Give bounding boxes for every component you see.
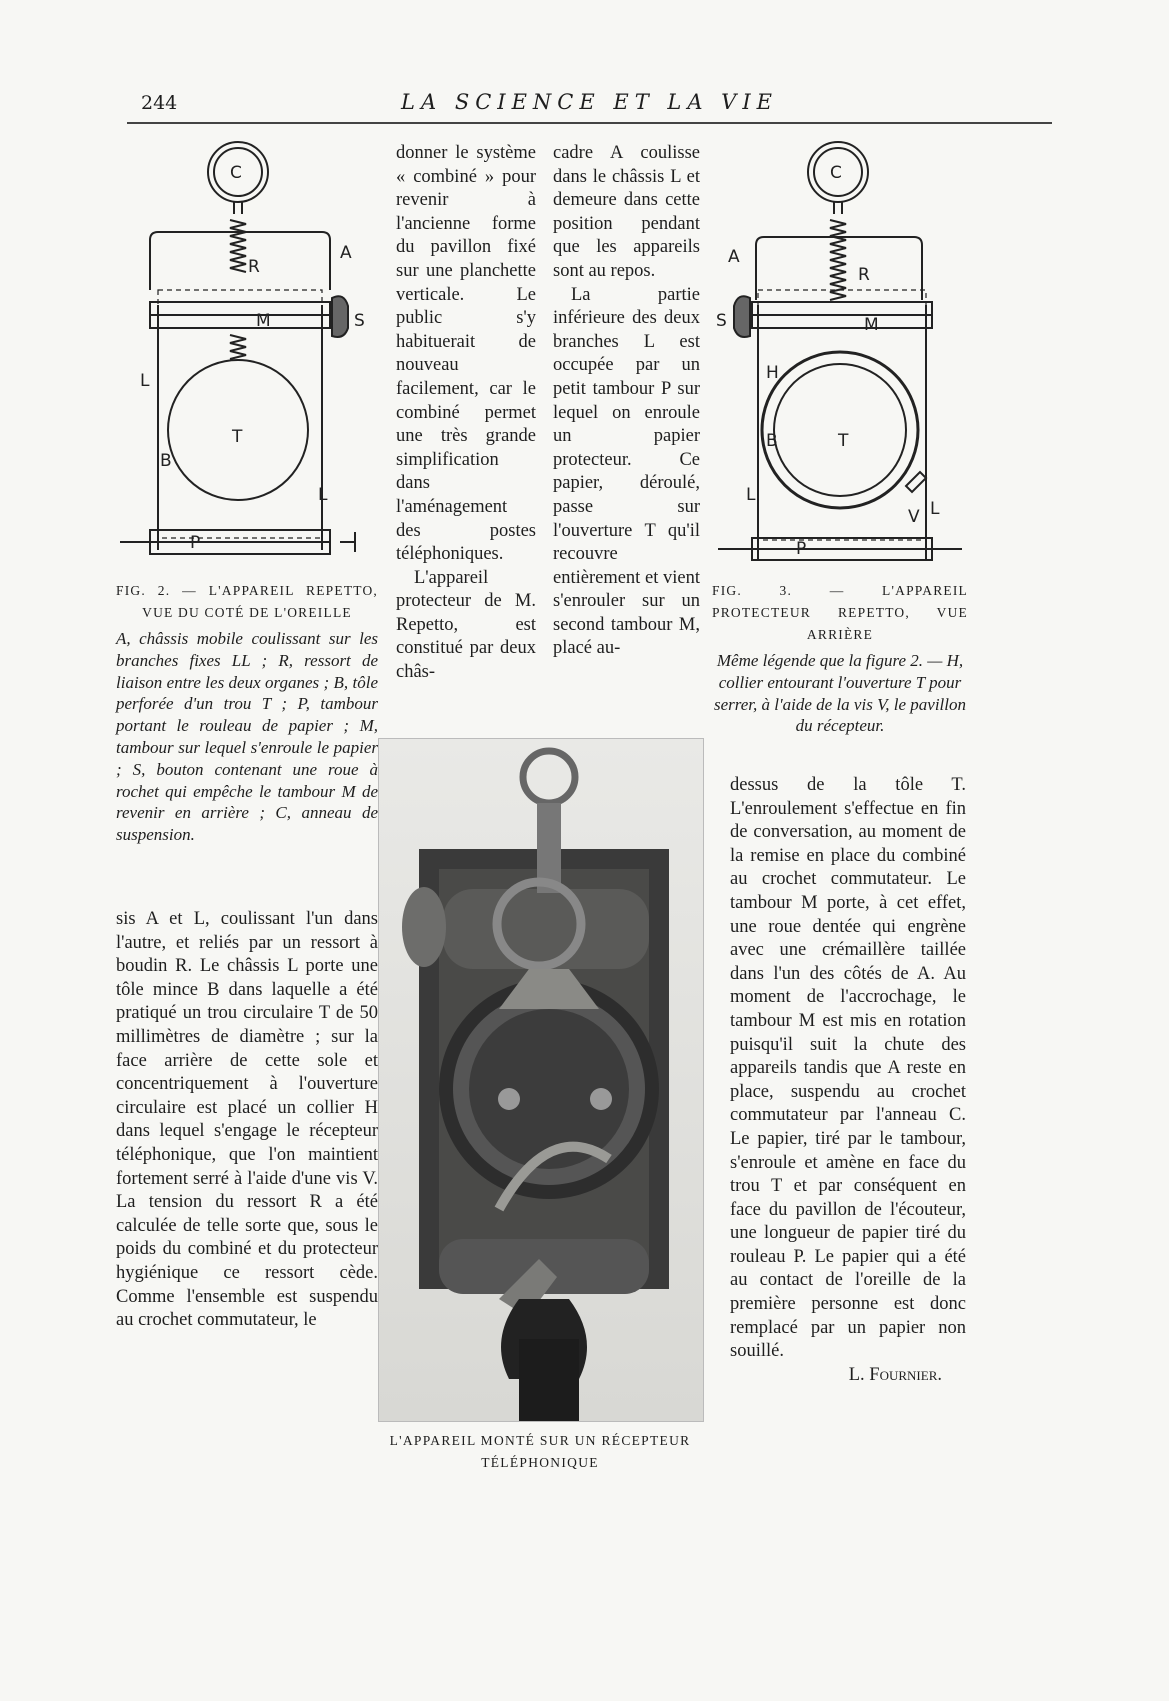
header-rule <box>127 122 1052 124</box>
page-header <box>127 88 1052 118</box>
spring-r <box>230 220 246 272</box>
paragraph: cadre A coulisse dans le châssis L et demeure dans cette position pendant que les appareils sont au repos. <box>553 143 700 281</box>
collar-h <box>762 352 918 508</box>
figure-3-caption <box>712 580 968 737</box>
paragraph: donner le système « combiné » pour revenir à l'ancienne forme du pavillon fixé sur une planchette verticale. Le public s'y habituerait de nouveau facilement, car le combiné permet une très grande simplification dans l'aménagement des postes téléphoniques. <box>396 143 536 565</box>
fig3-label-p: P <box>796 539 807 559</box>
column-2-text <box>396 142 536 685</box>
fig2-label-r: R <box>248 257 260 277</box>
screw-v <box>906 472 926 492</box>
photograph <box>378 738 704 1422</box>
fig3-label-l: L <box>746 485 756 505</box>
fig2-label-t: T <box>232 427 243 447</box>
fig3-label-l2: L <box>930 499 940 519</box>
figure-2-legend: A, châssis mobile coulissant sur les branches fixes LL ; R, ressort de liaison entre les deux organes ; B, tôle perforée d'un trou T ; P, tambour portant le rouleau de papier ; M, tambour sur lequel s'enroule le papier ; S, bouton contenant une roue à rochet qui empêche le tambour M de revenir en arrière ; C, anneau de suspension. <box>116 629 378 845</box>
fig2-label-a: A <box>340 243 352 263</box>
column-3-text <box>553 142 700 661</box>
paragraph: L'appareil protecteur de M. Repetto, est constitué par deux châs- <box>396 567 536 683</box>
fig2-label-p: P <box>190 533 201 553</box>
fig2-label-l: L <box>140 371 150 391</box>
running-title: LA SCIENCE ET LA VIE <box>401 90 778 114</box>
fig3-label-s: S <box>716 311 727 331</box>
figure-3-legend: Même légende que la figure 2. — H, collier entourant l'ouverture T pour serrer, à l'aide de la vis V, le pavillon du récepteur. <box>714 651 966 736</box>
paragraph: sis A et L, coulissant l'un dans l'autre, et reliés par un ressort à boudin R. Le châssis L porte une tôle mince B dans laquelle a été pratiqué un trou circulaire T de 50 millimètres de diamètre ; sur la face arrière de cette sole et concentriquement à l'ouverture circulaire est placé un collier H dans lequel s'engage le récepteur téléphonique, que l'on maintient fortement serré à l'aide d'une vis V. La tension du ressort R a été calculée de telle sorte que, sous le poids du combiné et du protecteur hygiénique ce ressort cède. Comme l'ensemble est suspendu au crochet commutateur, le <box>116 909 378 1331</box>
figure-3-title: FIG. 3. — L'APPAREIL PROTECTEUR REPETTO, VUE ARRIÈRE <box>712 583 968 642</box>
fig2-label-m: M <box>256 311 271 331</box>
knob-s <box>332 296 348 337</box>
fig3-label-v: V <box>908 507 920 527</box>
fig3-label-c: C <box>830 163 842 183</box>
fig3-label-b: B <box>766 431 778 451</box>
figure-2-title: FIG. 2. — L'APPAREIL REPETTO, VUE DU COTÉ DE L'OREILLE <box>116 583 378 620</box>
paragraph: dessus de la tôle T. L'enroulement s'effectue en fin de conversation, au moment de la remise en place du combiné au crochet commutateur. Le tambour M porte, à cet effet, une roue dentée qui engrène avec une crémaillère taillée dans l'un des côtés de A. Au moment de l'accrochage, le tambour M est mis en rotation puisqu'il suit la chute des appareils tandis que A reste en place, suspendu au crochet commutateur par l'anneau C. Le papier, tiré par le tambour, s'enroule et amène en face du trou T et par conséquent en face du pavillon de l'écouteur, une longueur de papier tiré du rouleau P. Le papier qui a été au contact de l'oreille de la première personne est donc remplacé par un papier non souillé. <box>730 775 966 1362</box>
photo-device-illustration <box>379 739 703 1421</box>
fig3-label-r: R <box>858 265 870 285</box>
author-signature: L. Fournier. <box>848 1364 942 1385</box>
paragraph: La partie inférieure des deux branches L est occupée par un petit tambour P sur lequel on enroule un papier protecteur. Ce papier, déroulé, passe sur l'ouverture T qu'il recouvre entièrement et vient s'enrouler sur un second tambour M, placé au- <box>553 284 700 659</box>
fig2-label-c: C <box>230 163 242 183</box>
photo-caption: L'APPAREIL MONTÉ SUR UN RÉCEPTEUR TÉLÉPHONIQUE <box>389 1433 691 1470</box>
column-1-text <box>116 908 378 1333</box>
column-4-text <box>730 774 966 1387</box>
knob-s <box>734 296 750 337</box>
fig2-label-b: B <box>160 451 172 471</box>
hole-t <box>774 364 906 496</box>
page-number: 244 <box>141 92 178 114</box>
fig3-label-h: H <box>766 363 779 383</box>
fig2-label-s: S <box>354 311 365 331</box>
fig3-label-m: M <box>864 315 879 335</box>
figure-3-diagram <box>708 130 978 575</box>
fig2-label-l2: L <box>318 485 328 505</box>
fig3-label-a: A <box>728 247 740 267</box>
fig3-label-t: T <box>838 431 849 451</box>
figure-2-diagram <box>110 130 380 575</box>
figure-2-caption <box>116 580 378 846</box>
